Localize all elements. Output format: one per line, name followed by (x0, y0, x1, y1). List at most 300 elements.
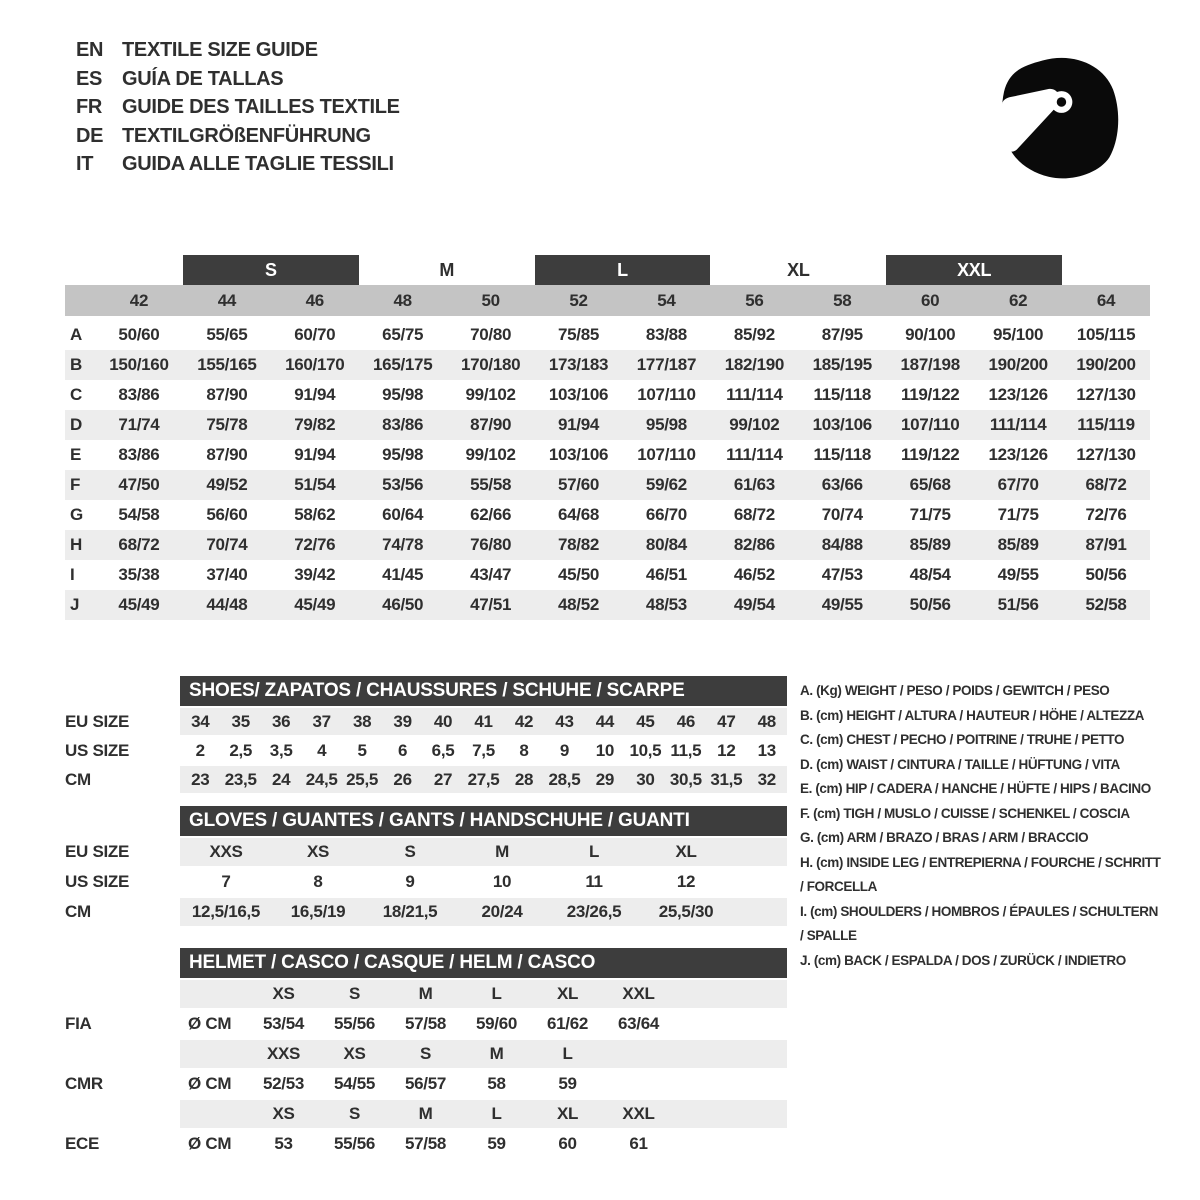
size-value-cell: 177/187 (636, 355, 697, 374)
size-band-s: S (183, 255, 359, 285)
helmet-standard-row-cmr (65, 1070, 790, 1098)
legend-item (800, 679, 1164, 704)
size-value-cell: 12,5/16,5 (191, 902, 261, 921)
size-value-cell: 11,5 (670, 740, 702, 760)
size-value-cell: 11 (585, 872, 603, 891)
legend-letter: H. (800, 854, 817, 870)
size-value-cell: 54/58 (118, 505, 160, 524)
legend-unit: (Kg) (816, 683, 845, 698)
helmet-size-label: XXL (622, 1104, 655, 1123)
size-value-cell: 64/68 (558, 505, 600, 524)
size-value-cell: 56/60 (206, 505, 248, 524)
gloves-rows (65, 838, 790, 926)
helmet-size-label: S (419, 1044, 432, 1063)
size-value-cell: 55/65 (206, 325, 248, 344)
size-value-cell: 41 (474, 711, 493, 731)
size-value-cell: 83/88 (645, 325, 687, 344)
helmet-icon (980, 40, 1140, 196)
size-value-cell: 115/118 (813, 445, 872, 464)
size-value-cell: 95/100 (993, 325, 1044, 344)
size-value-cell: 173/183 (548, 355, 609, 374)
row-letter: H (70, 535, 82, 554)
size-value-cell: 87/90 (206, 445, 248, 464)
size-value-cell: 68/72 (733, 505, 775, 524)
size-value-cell: 59/60 (475, 1014, 518, 1033)
size-band-xxl: XXL (886, 255, 1062, 285)
standard-label: FIA (65, 1014, 92, 1033)
language-row (76, 122, 400, 151)
helmet-standard-row-fia (65, 1010, 790, 1038)
size-value-cell: 119/122 (900, 385, 960, 404)
size-value-cell: 70/74 (821, 505, 863, 524)
size-value-cell: 47/53 (821, 565, 863, 584)
row-letter: D (70, 415, 82, 434)
size-value-cell: 35/38 (118, 565, 160, 584)
size-value-cell: 85/92 (733, 325, 775, 344)
size-value-cell: 83/86 (382, 415, 424, 434)
helmet-size-label: XS (272, 984, 295, 1003)
size-value-cell: 45/50 (558, 565, 600, 584)
row-label (65, 980, 180, 1008)
legend-letter: A. (800, 683, 817, 698)
size-value-cell: 87/90 (206, 385, 248, 404)
size-value-cell: 87/91 (1085, 535, 1127, 554)
size-value-cell: 127/130 (1076, 385, 1136, 404)
size-value-cell: 170/180 (460, 355, 521, 374)
language-title: TEXTILGRÖßENFÜHRUNG (122, 124, 371, 147)
size-value-cell: 48 (757, 711, 776, 731)
size-value-cell: 28 (514, 769, 534, 789)
row-letter: E (70, 445, 82, 464)
size-value-cell: 165/175 (373, 355, 433, 374)
size-value-cell: 6,5 (431, 740, 455, 760)
helmet-size-label: L (491, 984, 502, 1003)
size-value-cell: 78/82 (558, 535, 600, 554)
size-value-cell: 9 (559, 740, 570, 760)
size-value-cell: 150/160 (109, 355, 169, 374)
size-value-cell: 52/53 (262, 1074, 305, 1093)
size-value-cell: 49/55 (997, 565, 1039, 584)
size-value-cell: 65/75 (382, 325, 424, 344)
size-value-cell: 46/51 (645, 565, 687, 584)
gloves-section-header: GLOVES / GUANTES / GANTS / HANDSCHUHE / GUANTI (180, 806, 787, 836)
size-value-cell: 45 (636, 711, 655, 731)
size-value-cell: 63/64 (617, 1014, 660, 1033)
size-value-cell: 47/51 (470, 595, 512, 614)
size-value-cell: 25,5 (346, 769, 379, 789)
size-value-cell: 51/56 (997, 595, 1039, 614)
size-value-cell: 57/58 (404, 1134, 447, 1153)
size-value-cell: 46/52 (733, 565, 775, 584)
row-letter: C (70, 385, 82, 404)
size-value-cell: 51/54 (294, 475, 336, 494)
size-value-cell: 56/57 (404, 1074, 447, 1093)
helmet-section-header: HELMET / CASCO / CASQUE / HELM / CASCO (180, 948, 787, 978)
row-values (180, 737, 787, 764)
size-value-cell: 83/86 (118, 385, 160, 404)
size-value-cell: 66/70 (645, 505, 687, 524)
size-value-cell: 119/122 (900, 445, 960, 464)
helmet-size-label: XXS (266, 1044, 301, 1063)
numeric-size-cell: 48 (393, 290, 412, 310)
size-value-cell: 13 (757, 740, 776, 760)
helmet-size-label: M (418, 984, 433, 1003)
size-value-cell: 99/102 (465, 445, 516, 464)
size-value-cell: 60/70 (294, 325, 336, 344)
helmet-icon-svg (980, 40, 1140, 196)
size-value-cell: 91/94 (294, 385, 336, 404)
size-value-cell: 160/170 (285, 355, 345, 374)
size-value-cell: 123/126 (988, 445, 1048, 464)
row-label: CM (65, 769, 91, 789)
legend-unit: (cm) (816, 830, 847, 845)
size-value-cell: 28,5 (548, 769, 581, 789)
size-value-cell: 49/55 (821, 595, 863, 614)
size-value-cell: 62/66 (470, 505, 512, 524)
size-value-cell: 37 (312, 711, 331, 731)
size-value-cell: 90/100 (905, 325, 956, 344)
legend-unit: (cm) (810, 903, 841, 919)
helmet-size-header-row (65, 1100, 790, 1128)
helmet-rows (65, 980, 790, 1158)
legend-unit: (cm) (815, 781, 846, 796)
size-value-cell: 53/54 (262, 1014, 305, 1033)
measurement-row-b (65, 350, 1150, 380)
size-value-cell: 71/75 (997, 505, 1039, 524)
size-value-cell: 70/74 (206, 535, 248, 554)
size-value-cell: 85/89 (997, 535, 1039, 554)
legend-item (800, 802, 1164, 827)
legend-text: SHOULDERS / HOMBROS / ÉPAULES / SCHULTERN / SPALLE (800, 903, 1158, 943)
row-label (65, 1040, 180, 1068)
row-label: EU SIZE (65, 842, 130, 861)
row-label (65, 1100, 180, 1128)
measurement-row-j (65, 590, 1150, 620)
language-code: FR (76, 96, 103, 118)
size-value-cell: 37/40 (206, 565, 248, 584)
size-value-cell: 182/190 (724, 355, 785, 374)
size-value-cell: 72/76 (1085, 505, 1127, 524)
size-value-cell: 127/130 (1076, 445, 1136, 464)
size-value-cell: 83/86 (118, 445, 160, 464)
legend-unit: (cm) (816, 854, 847, 870)
legend-text: CHEST / PECHO / POITRINE / TRUHE / PETTO (846, 732, 1125, 747)
size-value-cell: 32 (757, 769, 776, 789)
legend-text: TIGH / MUSLO / CUISSE / SCHENKEL / COSCIA (843, 805, 1130, 821)
size-value-cell: 82/86 (733, 535, 775, 554)
size-value-cell: 43 (555, 711, 574, 731)
section-row (65, 868, 790, 896)
row-letter: G (70, 505, 83, 524)
size-value-cell: 44/48 (206, 595, 248, 614)
size-value-cell: 41/45 (382, 565, 424, 584)
size-value-cell: 39/42 (294, 565, 336, 584)
legend-unit: (cm) (813, 805, 844, 821)
numeric-size-cell: 46 (305, 290, 324, 310)
size-value-cell: 5 (357, 740, 367, 760)
size-value-cell: 8 (519, 740, 529, 760)
size-value-cell: 53 (274, 1134, 293, 1153)
diameter-unit-label: Ø CM (188, 1134, 232, 1153)
size-value-cell: 99/102 (465, 385, 516, 404)
size-value-cell: 55/56 (333, 1134, 376, 1153)
size-value-cell: 115/118 (813, 385, 872, 404)
row-letter: J (70, 595, 80, 614)
size-value-cell: 61/63 (733, 475, 775, 494)
measurement-row-h (65, 530, 1150, 560)
helmet-size-label: L (491, 1104, 502, 1123)
size-value-cell: XL (675, 842, 697, 861)
measurement-row-i (65, 560, 1150, 590)
section-row (65, 898, 790, 926)
section-row (65, 838, 790, 866)
size-value-cell: 55/58 (470, 475, 512, 494)
language-title: TEXTILE SIZE GUIDE (122, 39, 318, 61)
language-title: GUÍA DE TALLAS (122, 67, 284, 90)
helmet-size-label: L (562, 1044, 573, 1063)
legend-unit: (cm) (813, 952, 845, 968)
size-value-cell: 53/56 (382, 475, 424, 494)
size-value-cell: 61/62 (546, 1014, 589, 1033)
size-value-cell: 10 (595, 740, 615, 760)
size-value-cell: 50/56 (1085, 565, 1127, 584)
helmet-size-section (65, 948, 790, 1158)
size-value-cell: 10 (492, 872, 512, 891)
size-value-cell: 47/50 (118, 475, 160, 494)
size-value-cell: 7 (221, 872, 231, 891)
legend-letter: C. (800, 732, 817, 747)
legend-letter: D. (800, 756, 817, 772)
legend-letter: F. (800, 805, 814, 821)
size-value-cell: 46 (676, 711, 696, 731)
legend-unit: (cm) (816, 732, 847, 747)
language-code: ES (76, 67, 103, 90)
size-value-cell: 23/26,5 (566, 902, 622, 921)
helmet-size-label: S (348, 984, 361, 1003)
size-value-cell: 105/115 (1076, 325, 1136, 344)
standard-label: CMR (65, 1074, 103, 1093)
size-value-cell: 10,5 (629, 740, 662, 760)
size-value-cell: 95/98 (645, 415, 687, 434)
row-values (180, 898, 787, 926)
numeric-size-cell: 62 (1008, 290, 1028, 310)
language-code: IT (76, 153, 94, 175)
size-value-cell: 42 (514, 711, 534, 731)
size-value-cell: 43/47 (470, 565, 512, 584)
size-value-cell: 185/195 (812, 355, 872, 374)
helmet-standard-values (180, 1070, 787, 1098)
size-value-cell: 6 (398, 740, 408, 760)
legend-text: HEIGHT / ALTURA / HAUTEUR / HÖHE / ALTEZZA (846, 707, 1145, 723)
size-value-cell: 44 (595, 711, 615, 731)
size-value-cell: 24,5 (305, 769, 338, 789)
size-value-cell: 107/110 (637, 445, 696, 464)
helmet-size-label: XL (556, 984, 579, 1003)
size-value-cell: 91/94 (558, 415, 600, 434)
size-value-cell: 187/198 (900, 355, 960, 374)
legend-text: BACK / ESPALDA / DOS / ZURÜCK / INDIETRO (844, 952, 1126, 968)
size-value-cell: 40 (433, 711, 453, 731)
numeric-size-cell: 44 (217, 290, 237, 310)
size-value-cell: 103/106 (548, 385, 609, 404)
helmet-standard-values (180, 1130, 787, 1158)
size-value-cell: 91/94 (294, 445, 336, 464)
legend-item (800, 949, 1164, 974)
size-value-cell: 71/74 (118, 415, 160, 434)
size-value-cell: 50/60 (118, 325, 160, 344)
size-value-cell: 36 (272, 711, 291, 731)
size-value-cell: 60/64 (382, 505, 424, 524)
size-value-cell: 3,5 (269, 740, 293, 760)
size-value-cell: 190/200 (1076, 355, 1136, 374)
size-value-cell: 52/58 (1085, 595, 1127, 614)
size-value-cell: 4 (317, 740, 327, 760)
row-label: US SIZE (65, 740, 130, 760)
size-value-cell: 27,5 (467, 769, 500, 789)
legend-letter: I. (800, 903, 811, 919)
numeric-size-cell: 64 (1096, 290, 1116, 310)
size-value-cell: 45/49 (118, 595, 160, 614)
measurement-row-c (65, 380, 1150, 410)
size-value-cell: 48/52 (558, 595, 600, 614)
row-letter: B (70, 355, 82, 374)
helmet-standard-values (180, 1010, 787, 1038)
size-value-cell: 80/84 (645, 535, 687, 554)
numeric-size-cell: 42 (129, 290, 149, 310)
size-value-cell: 24 (272, 769, 291, 789)
legend-item (800, 900, 1164, 949)
size-value-cell: 16,5/19 (290, 902, 346, 921)
size-value-cell: 111/114 (726, 385, 783, 404)
helmet-size-label: XS (343, 1044, 366, 1063)
size-value-cell: 29 (595, 769, 615, 789)
size-value-cell: 111/114 (726, 445, 783, 464)
measurement-row-g (65, 500, 1150, 530)
gloves-size-section (65, 806, 790, 926)
size-value-cell: 23,5 (224, 769, 257, 789)
diameter-unit-label: Ø CM (188, 1014, 232, 1033)
row-label: EU SIZE (65, 711, 130, 731)
size-band-l: L (535, 255, 711, 285)
language-row (76, 93, 400, 122)
size-value-cell: 25,5/30 (658, 902, 714, 921)
size-value-cell: 31,5 (710, 769, 743, 789)
size-value-cell: 58 (487, 1074, 506, 1093)
size-value-cell: 84/88 (821, 535, 863, 554)
size-value-cell: 107/110 (637, 385, 696, 404)
size-value-cell: 39 (393, 711, 412, 731)
shoes-section-header: SHOES/ ZAPATOS / CHAUSSURES / SCHUHE / SCARPE (180, 676, 787, 706)
size-value-cell: 95/98 (382, 445, 424, 464)
size-value-cell: 20/24 (481, 902, 523, 921)
size-value-cell: 71/75 (909, 505, 951, 524)
size-value-cell: 70/80 (470, 325, 512, 344)
row-values (180, 868, 787, 896)
legend-item (800, 704, 1164, 729)
language-title: GUIDE DES TAILLES TEXTILE (122, 96, 400, 118)
size-value-cell: 12 (717, 740, 736, 760)
size-value-cell: 99/102 (729, 415, 780, 434)
size-value-cell: M (495, 842, 509, 861)
section-row (65, 737, 790, 764)
size-value-cell: 75/78 (206, 415, 248, 434)
helmet-size-header-row (65, 1040, 790, 1068)
textile-size-table (65, 255, 1150, 620)
size-value-cell: 155/165 (197, 355, 257, 374)
size-value-cell: 68/72 (1085, 475, 1127, 494)
size-value-cell: 59/62 (645, 475, 687, 494)
row-letter: F (70, 475, 81, 494)
size-value-cell: 61 (629, 1134, 648, 1153)
size-value-cell: 30,5 (669, 769, 702, 789)
size-value-cell: 63/66 (821, 475, 863, 494)
size-value-cell: 54/55 (333, 1074, 376, 1093)
size-value-cell: 107/110 (900, 415, 960, 434)
language-code: EN (76, 39, 104, 61)
numeric-size-cell: 52 (569, 290, 588, 310)
legend-text: HIP / CADERA / HANCHE / HÜFTE / HIPS / BACINO (845, 781, 1151, 796)
size-value-cell: L (588, 842, 600, 861)
language-row (76, 36, 400, 65)
shoes-rows (65, 708, 790, 793)
numeric-size-cell: 54 (657, 290, 676, 310)
legend-item (800, 777, 1164, 802)
language-row (76, 65, 400, 94)
legend-text: WEIGHT / PESO / POIDS / GEWITCH / PESO (844, 683, 1110, 698)
legend-unit: (cm) (816, 756, 847, 772)
standard-label: ECE (65, 1134, 100, 1153)
size-value-cell: 65/68 (909, 475, 951, 494)
numeric-size-cell: 56 (745, 290, 764, 310)
measurement-row-d (65, 410, 1150, 440)
measurement-row-a (65, 320, 1150, 350)
size-value-cell: 55/56 (333, 1014, 376, 1033)
numeric-size-cell: 58 (833, 290, 852, 310)
size-value-cell: 57/60 (558, 475, 600, 494)
language-row (76, 150, 400, 179)
size-value-cell: 95/98 (382, 385, 424, 404)
size-value-cell: 59 (558, 1074, 577, 1093)
size-value-cell: 47 (717, 711, 736, 731)
helmet-size-label: S (348, 1104, 361, 1123)
legend-text: ARM / BRAZO / BRAS / ARM / BRACCIO (846, 830, 1089, 845)
size-value-cell: 103/106 (548, 445, 609, 464)
helmet-size-label: XS (272, 1104, 295, 1123)
numeric-size-cell: 50 (481, 290, 500, 310)
legend-letter: J. (800, 952, 814, 968)
row-letter: A (70, 325, 82, 344)
size-value-cell: S (404, 842, 416, 861)
size-value-cell: 72/76 (294, 535, 336, 554)
size-value-cell: 27 (433, 769, 453, 789)
numeric-size-cell: 60 (921, 290, 940, 310)
size-value-cell: XS (306, 842, 330, 861)
legend-item (800, 826, 1164, 851)
size-value-cell: 76/80 (470, 535, 512, 554)
helmet-size-labels (180, 1100, 787, 1128)
size-value-cell: 26 (393, 769, 412, 789)
size-value-cell: 8 (313, 872, 323, 891)
shoes-size-section (65, 676, 790, 793)
language-title-list (76, 36, 400, 179)
measurement-row-e (65, 440, 1150, 470)
size-value-cell: 2,5 (229, 740, 253, 760)
size-value-cell: 59 (487, 1134, 506, 1153)
size-value-cell: 30 (636, 769, 655, 789)
legend-text: WAIST / CINTURA / TAILLE / HÜFTUNG / VITA (846, 756, 1120, 772)
size-value-cell: 87/95 (821, 325, 863, 344)
legend-item (800, 851, 1164, 900)
